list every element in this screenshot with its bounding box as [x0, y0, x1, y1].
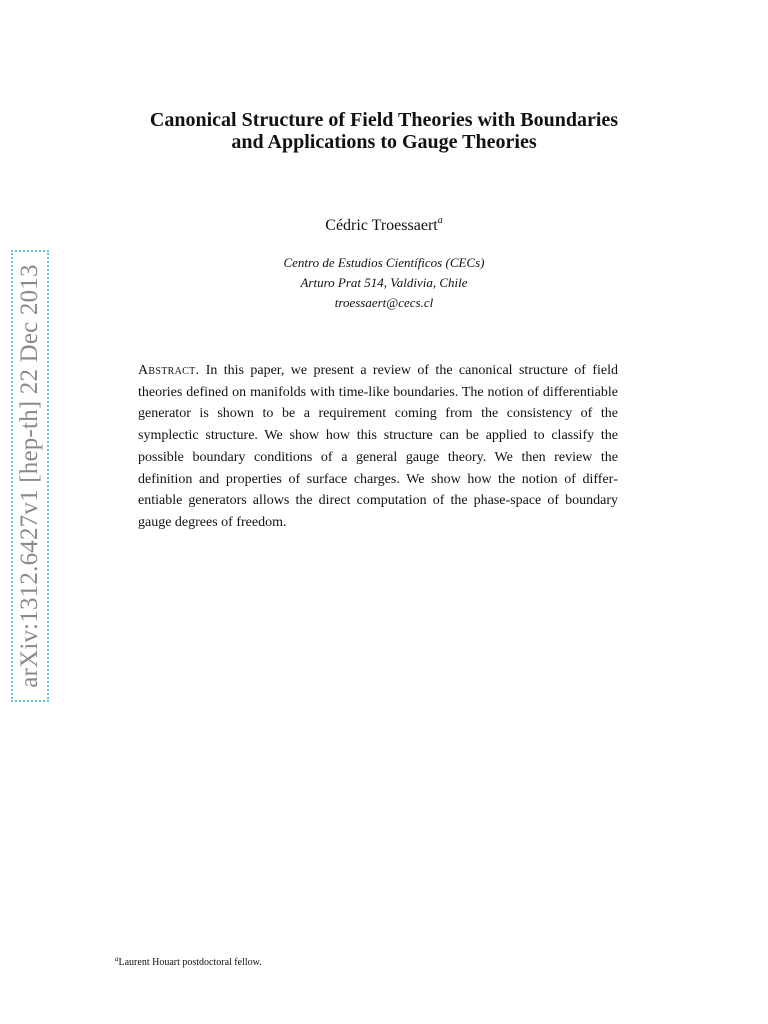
- footnote: [115, 956, 262, 970]
- author-footnote-marker: a: [437, 215, 443, 226]
- author: [100, 216, 668, 236]
- affiliation-address: Arturo Prat 514, Valdivia, Chile: [300, 275, 468, 290]
- title-line-1: Canonical Structure of Field Theories with Boundaries: [149, 109, 619, 131]
- abstract: [138, 360, 618, 534]
- paper-title: [100, 109, 668, 153]
- affiliation: [100, 253, 668, 313]
- abstract-text: In this paper, we present a review of the canonical structure of field theories defined on manifolds with time-like boundaries. The notion of differentiable generator is shown to be a requirement coming from the consistency of the symplectic structure. We show how this structure can be applied to classify the possible boundary conditions of a general gauge theory. We then review the definition and properties of surface charges. We show how the notion of differentiable generators allows the direct computation of the phase-space of boundary gauge degrees of freedom.: [138, 363, 619, 530]
- footnote-marker: a: [115, 955, 119, 963]
- author-email: troessaert@cecs.cl: [334, 295, 434, 310]
- affiliation-institution: Centro de Estudios Científicos (CECs): [283, 255, 485, 270]
- arxiv-stamp: [11, 250, 49, 702]
- author-name: Cédric Troessaert: [325, 217, 438, 234]
- arxiv-identifier: arXiv:1312.6427v1 [hep-th] 22 Dec 2013: [16, 264, 43, 688]
- abstract-label: Abstract.: [138, 363, 200, 378]
- title-line-2: and Applications to Gauge Theories: [231, 131, 537, 153]
- footnote-text: Laurent Houart postdoctoral fellow.: [118, 957, 262, 968]
